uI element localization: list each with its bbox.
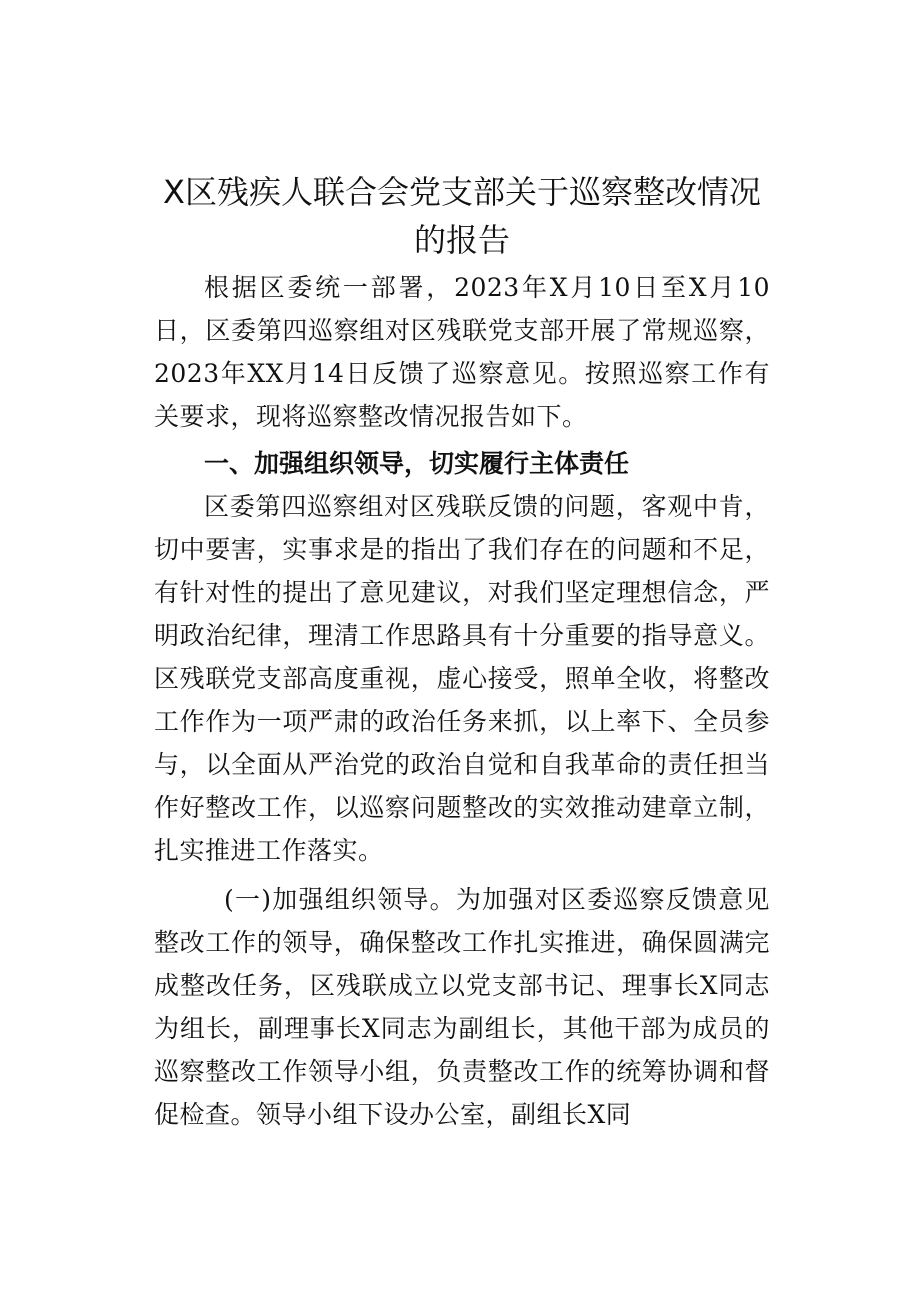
section-heading: 一、加强组织领导，切实履行主体责任 [204, 449, 630, 478]
subsection-paragraph: (一)加强组织领导。为加强对区委巡察反馈意见整改工作的领导，确保整改工作扎实推进，确保圆满完成整改任务，区残联成立以党支部书记、理事长X同志为组长，副理事长X同志为副组长，其他干部为成员的巡察整改工作领导小组，负责整改工作的统筹协调和督促检查。领导小组下设办公室，副组长X同 [154, 885, 770, 1129]
section-paragraph: 区委第四巡察组对区残联反馈的问题，客观中肯，切中要害，实事求是的指出了我们存在的问题和不足，有针对性的提出了意见建议，对我们坚定理想信念，严明政治纪律，理清工作思路具有十分重要的指导意义。区残联党支部高度重视，虚心接受，照单全收，将整改工作作为一项严肃的政治任务来抓，以上率下、全员参与，以全面从严治党的政治自觉和自我革命的责任担当作好整改工作，以巡察问题整改的实效推动建章立制，扎实推进工作落实。 [154, 492, 770, 865]
intro-paragraph: 根据区委统一部署，2023年X月10日至X月10日，区委第四巡察组对区残联党支部开展了常规巡察，2023年XX月14日反馈了巡察意见。按照巡察工作有关要求，现将巡察整改情况报告如下。 [154, 273, 770, 431]
document-title: X区残疾人联合会党支部关于巡察整改情况的报告 [163, 173, 761, 259]
document-content [154, 168, 770, 1136]
